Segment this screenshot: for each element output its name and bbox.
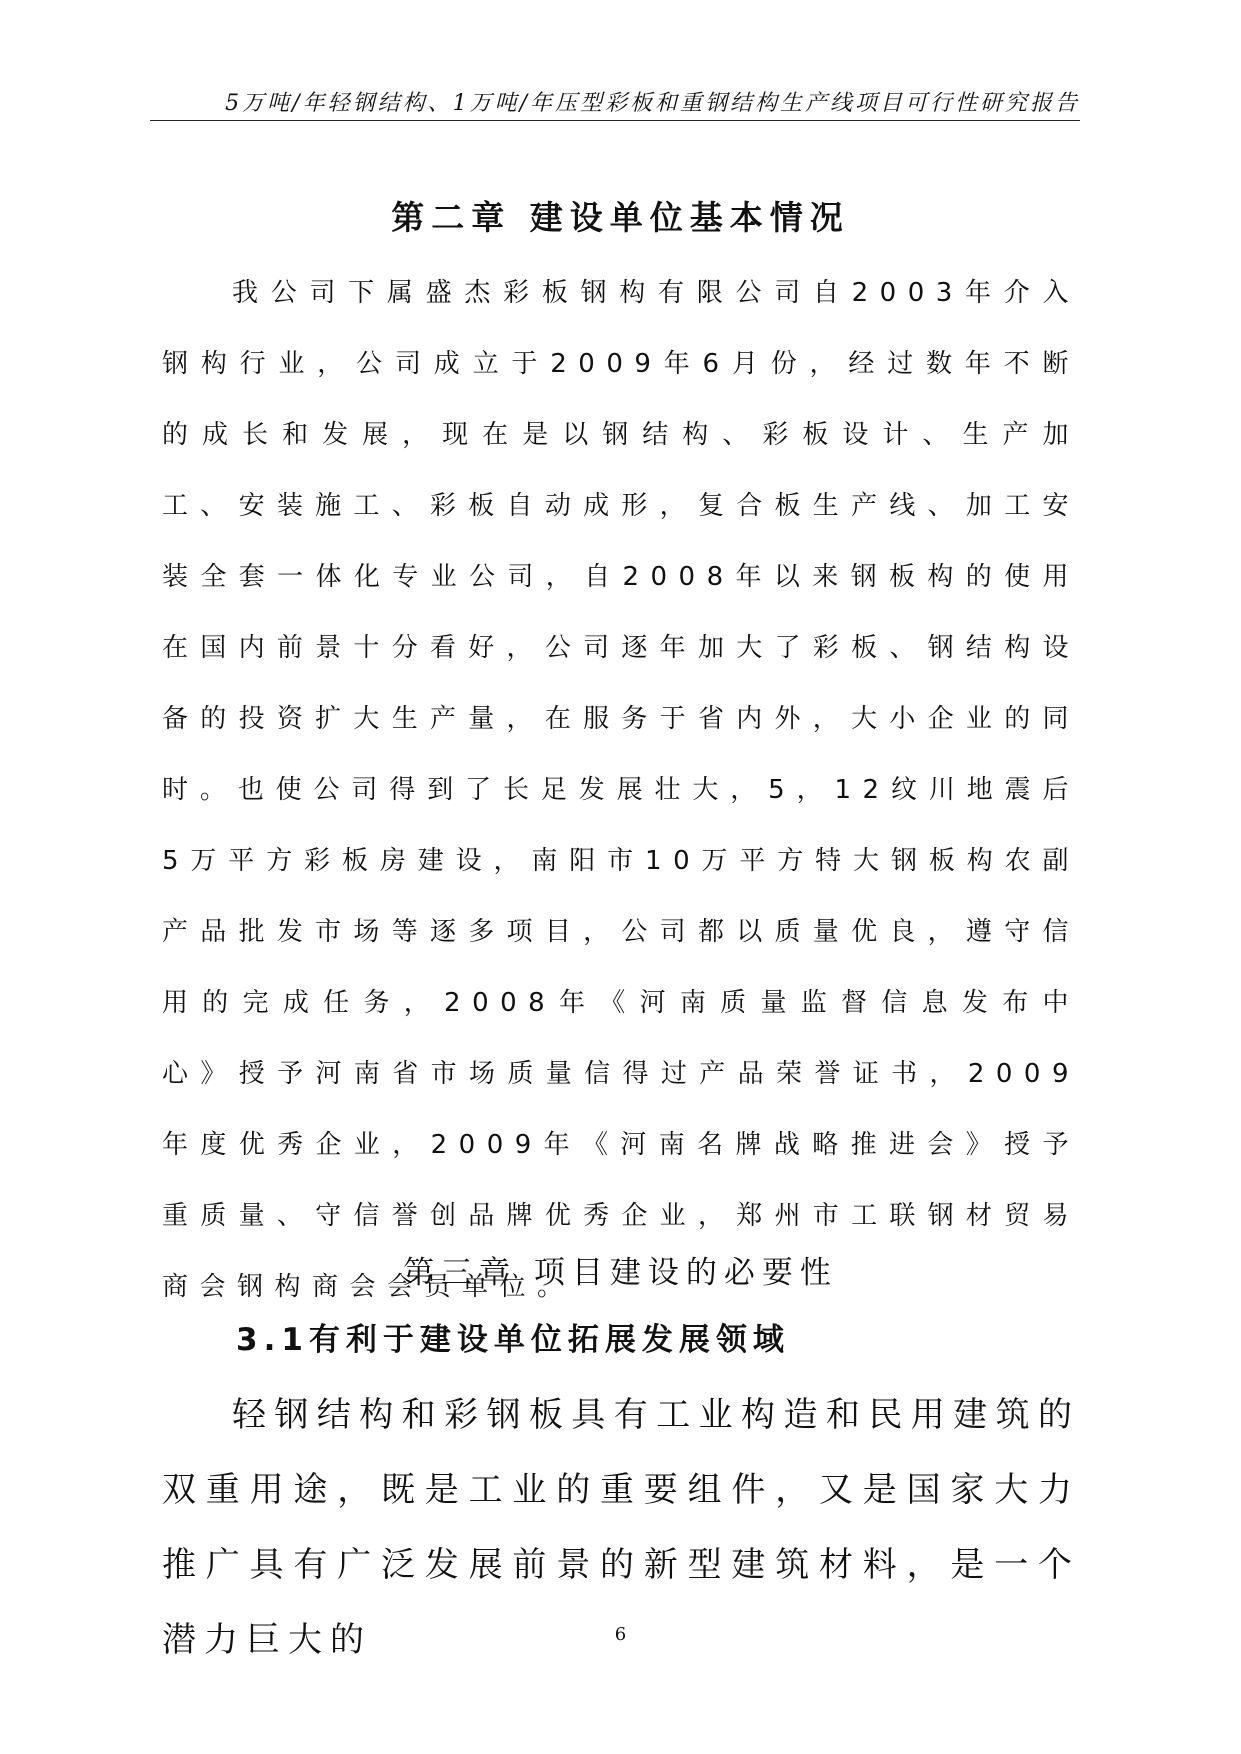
- header-rule: [150, 120, 1080, 121]
- section-3-1-title: 3.1有利于建设单位拓展发展领域: [236, 1322, 790, 1358]
- chapter-2-paragraph: 我公司下属盛杰彩板钢构有限公司自2003年介入钢构行业，公司成立于2009年6月份，经过数年不断的成长和发展，现在是以钢结构、彩板设计、生产加工、安装施工、彩板自动成形，复合板生产线、加工安装全套一体化专业公司，自2008年以来钢板构的使用在国内前景十分看好，公司逐年加大了彩板、钢结构设备的投资扩大生产量，在服务于省内外，大小企业的同时。也使公司得到了长足发展壮大，5，12纹川地震后5万平方彩板房建设，南阳市10万平方特大钢板构农副产品批发市场等逐多项目，公司都以质量优良，遵守信用的完成任务，2008年《河南质量监督信息发布中心》授予河南省市场质量信得过产品荣誉证书，2009年度优秀企业，2009年《河南名牌战略推进会》授予重质量、守信誉创品牌优秀企业，郑州市工联钢材贸易商会钢构商会会员单位。: [162, 278, 1080, 1302]
- chapter-2-title: 第二章 建设单位基本情况: [391, 198, 850, 237]
- running-header: 5万吨/年轻钢结构、1万吨/年压型彩板和重钢结构生产线项目可行性研究报告: [225, 91, 1080, 116]
- page-number: 6: [614, 1624, 627, 1645]
- section-3-1-paragraph: 轻钢结构和彩钢板具有工业构造和民用建筑的双重用途，既是工业的重要组件，又是国家大力推广具有广泛发展前景的新型建筑材料，是一个潜力巨大的: [162, 1395, 1080, 1660]
- chapter-3-title: 第三章 项目建设的必要性: [403, 1255, 838, 1291]
